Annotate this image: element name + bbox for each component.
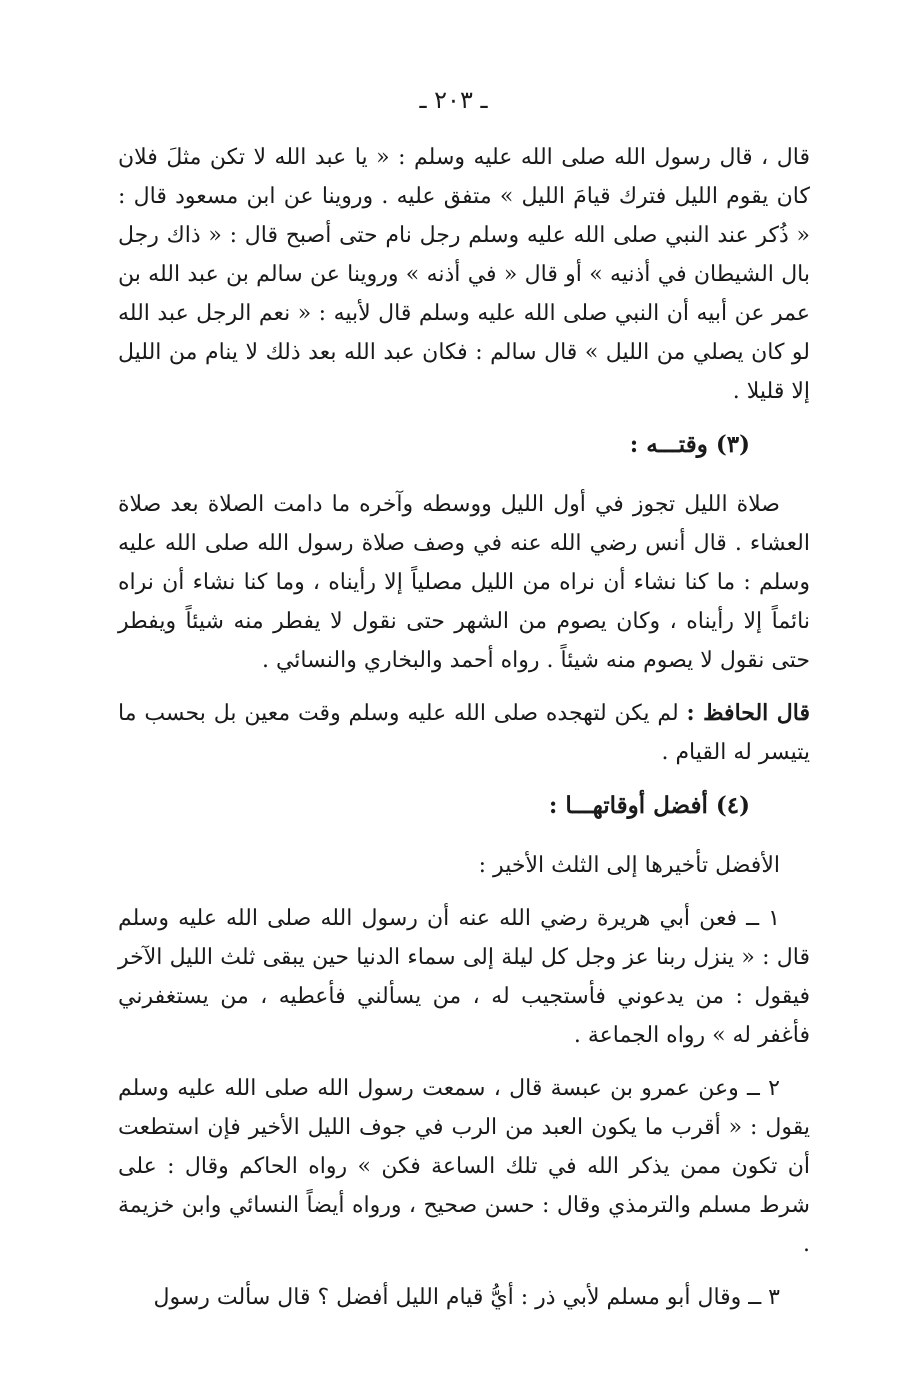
section-heading: (٤) أفضل أوقاتهـــا : [548, 792, 750, 819]
page-number: ـ ٢٠٣ ـ [419, 86, 488, 114]
paragraph: ١ ــ فعن أبي هريرة رضي الله عنه أن رسول الله صلى الله عليه وسلم قال : « ينزل ربنا عز وجل كل ليلة إلى سماء الدنيا حين يبقى ثلث الليل الآخر فيقول : من يدعوني فأستجيب له ، من يسألني فأعطيه ، من يستغفرني فأغفر له » رواه الجماعة . [118, 906, 810, 1048]
paragraph-lead: قال الحافظ : [686, 700, 810, 726]
page-content [118, 138, 810, 1331]
paragraph-text: لم يكن لتهجده صلى الله عليه وسلم وقت معين بل بحسب ما يتيسر له القيام . [118, 701, 810, 765]
paragraph: ٢ ــ وعن عمرو بن عبسة قال ، سمعت رسول الله صلى الله عليه وسلم يقول : « أقرب ما يكون العبد من الرب في جوف الليل الأخير فإن استطعت أن تكون ممن يذكر الله في تلك الساعة فكن » رواه الحاكم وقال : على شرط مسلم والترمذي وقال : حسن صحيح ، ورواه أيضاً النسائي وابن خزيمة . [118, 1076, 810, 1257]
paragraph: الأفضل تأخيرها إلى الثلث الأخير : [478, 853, 780, 878]
section-heading: (٣) وقتـــه : [629, 431, 750, 458]
paragraph: قال ، قال رسول الله صلى الله عليه وسلم : « يا عبد الله لا تكن مثلَ فلان كان يقوم الليل فترك قيامَ الليل » متفق عليه . وروينا عن ابن مسعود قال : « ذُكر عند النبي صلى الله عليه وسلم رجل نام حتى أصبح قال : « ذاك رجل بال الشيطان في أذنيه » أو قال « في أذنه » وروينا عن سالم بن عبد الله بن عمر عن أبيه أن النبي صلى الله عليه وسلم قال لأبيه : « نعم الرجل عبد الله لو كان يصلي من الليل » قال سالم : فكان عبد الله بعد ذلك لا ينام من الليل إلا قليلا . [118, 145, 810, 404]
paragraph: ٣ ــ وقال أبو مسلم لأبي ذر : أيُّ قيام الليل أفضل ؟ قال سألت رسول [153, 1285, 780, 1310]
paragraph [118, 694, 810, 772]
paragraph: صلاة الليل تجوز في أول الليل ووسطه وآخره ما دامت الصلاة بعد صلاة العشاء . قال أنس رضي الله عنه في وصف صلاة رسول الله صلى الله عليه وسلم : ما كنا نشاء أن نراه من الليل مصلياً إلا رأيناه ، وما كنا نشاء أن نراه نائماً إلا رأيناه ، وكان يصوم من الشهر حتى نقول لا يفطر منه شيئاً ويفطر حتى نقول لا يصوم منه شيئاً . رواه أحمد والبخاري والنسائي . [118, 492, 811, 673]
